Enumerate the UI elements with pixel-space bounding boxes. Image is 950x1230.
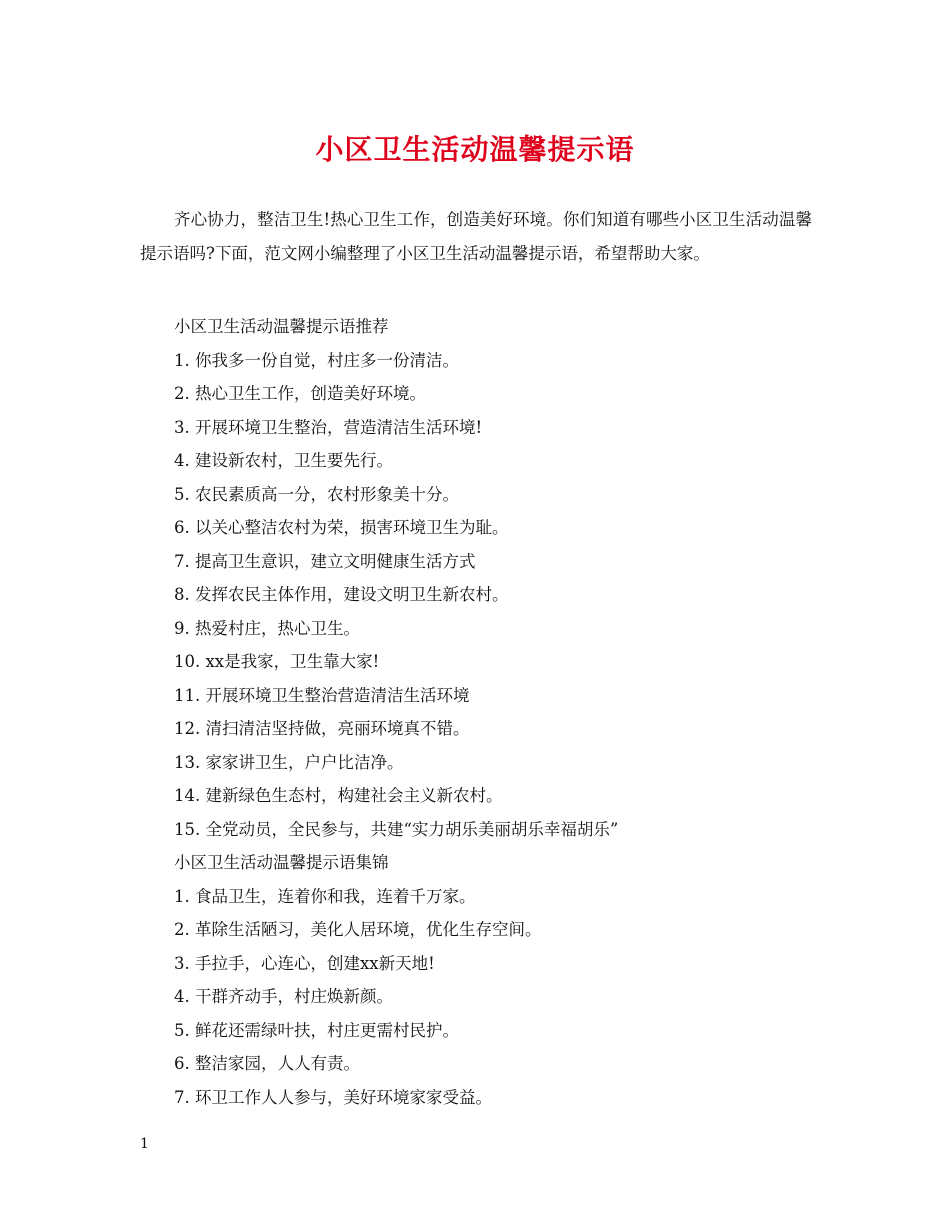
document-title: 小区卫生活动温馨提示语 [315,133,635,166]
list-item: 7. 环卫工作人人参与，美好环境家家受益。 [174,1087,492,1107]
section-heading: 小区卫生活动温馨提示语推荐 [174,317,389,336]
list-item: 3. 手拉手，心连心，创建xx新天地! [174,953,435,973]
list-item: 5. 农民素质高一分，农村形象美十分。 [174,484,459,504]
list-item: 14. 建新绿色生态村，构建社会主义新农村。 [174,786,503,805]
list-item: 2. 革除生活陋习，美化人居环境，优化生存空间。 [174,920,542,939]
list-item: 9. 热爱村庄，热心卫生。 [174,618,360,638]
section-heading: 小区卫生活动温馨提示语集锦 [174,853,389,872]
list-item: 12. 清扫清洁坚持做，亮丽环境真不错。 [174,719,470,738]
list-item: 13. 家家讲卫生，户户比洁净。 [174,752,404,772]
list-item: 8. 发挥农民主体作用，建设文明卫生新农村。 [174,585,509,604]
intro-paragraph: 齐心协力，整洁卫生!热心卫生工作，创造美好环境。你们知道有哪些小区卫生活动温馨提示语吗?下面，范文网小编整理了小区卫生活动温馨提示语，希望帮助大家。 [140,210,812,263]
list-item: 4. 干群齐动手，村庄焕新颜。 [174,987,393,1006]
list-item: 6. 整洁家园，人人有责。 [174,1054,360,1073]
list-item: 15. 全党动员，全民参与，共建“实力胡乐美丽胡乐幸福胡乐” [174,819,619,839]
list-item: 10. xx是我家，卫生靠大家! [174,652,380,671]
list-item: 3. 开展环境卫生整治，营造清洁生活环境! [174,417,483,437]
list-item: 7. 提高卫生意识，建立文明健康生活方式 [174,551,476,571]
list-item: 6. 以关心整洁农村为荣，损害环境卫生为耻。 [174,518,509,537]
list-item: 2. 热心卫生工作，创造美好环境。 [174,384,426,403]
list-item: 5. 鲜花还需绿叶扶，村庄更需村民护。 [174,1020,459,1040]
page-number: 1 [140,1136,149,1152]
list-item: 4. 建设新农村，卫生要先行。 [174,451,393,470]
list-item: 11. 开展环境卫生整治营造清洁生活环境 [174,685,470,705]
list-item: 1. 食品卫生，连着你和我，连着千万家。 [174,886,476,906]
list-item: 1. 你我多一份自觉，村庄多一份清洁。 [174,350,459,370]
